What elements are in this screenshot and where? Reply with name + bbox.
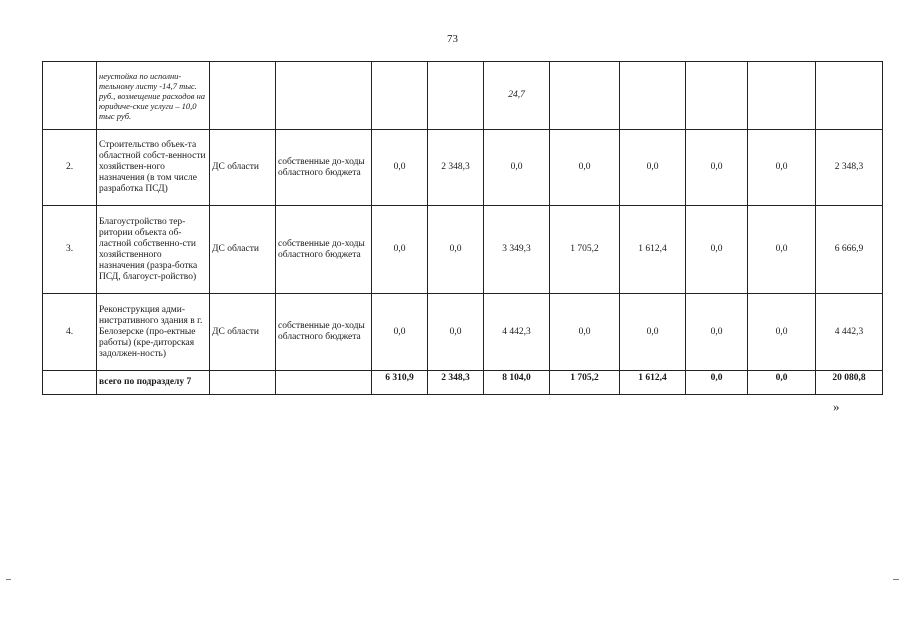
page-number: 73 [447,33,458,45]
value-cell: 0,0 [372,206,428,294]
total-value-cell: 0,0 [686,371,748,395]
value-cell: 0,0 [686,206,748,294]
budget-table [42,61,883,395]
value-cell: 4 442,3 [484,294,550,371]
value-cell [620,62,686,130]
total-value-cell: 6 310,9 [372,371,428,395]
table-row [43,206,883,294]
row-source: собственные до-ходы областного бюджета [276,294,372,371]
value-cell: 0,0 [620,294,686,371]
value-cell: 0,0 [550,130,620,206]
value-cell: 0,0 [748,130,816,206]
value-cell: 0,0 [686,130,748,206]
total-value-cell: 2 348,3 [428,371,484,395]
value-cell: 2 348,3 [428,130,484,206]
table-row [43,130,883,206]
row-executor [210,62,276,130]
total-row [43,371,883,395]
total-value-cell: 0,0 [748,371,816,395]
total-value-cell: 1 612,4 [620,371,686,395]
total-source-cell [276,371,372,395]
value-cell: 24,7 [484,62,550,130]
value-cell [816,62,883,130]
value-cell: 1 612,4 [620,206,686,294]
value-cell [686,62,748,130]
value-cell: 1 705,2 [550,206,620,294]
row-number: 2. [43,130,97,206]
value-cell: 0,0 [686,294,748,371]
row-source: собственные до-ходы областного бюджета [276,206,372,294]
value-cell [748,62,816,130]
row-name: Строительство объек-та областной собст-венности хозяйствен-ного назначения (в том числе разработка ПСД) [97,130,210,206]
value-cell: 3 349,3 [484,206,550,294]
value-cell: 0,0 [748,206,816,294]
value-cell: 0,0 [550,294,620,371]
value-cell: 4 442,3 [816,294,883,371]
table-row [43,294,883,371]
total-value-cell: 20 080,8 [816,371,883,395]
value-cell [372,62,428,130]
total-value-cell: 1 705,2 [550,371,620,395]
total-value-cell: 8 104,0 [484,371,550,395]
value-cell: 0,0 [372,130,428,206]
total-executor-cell [210,371,276,395]
row-executor: ДС области [210,294,276,371]
row-number: 3. [43,206,97,294]
value-cell: 0,0 [620,130,686,206]
row-number: 4. [43,294,97,371]
row-name: неустойка по исполни-тельному листу -14,7 тыс. руб., возмещение расходов на юридиче-ские услуги – 10,0 тыс руб. [97,62,210,130]
value-cell: 0,0 [484,130,550,206]
value-cell [550,62,620,130]
row-name: Благоустройство тер-ритории объекта об-ластной собственно-сти хозяйственного назначения (разра-ботка ПСД, благоуст-ройство) [97,206,210,294]
value-cell: 0,0 [372,294,428,371]
row-executor: ДС области [210,206,276,294]
value-cell: 6 666,9 [816,206,883,294]
row-source [276,62,372,130]
total-label: всего по подразделу 7 [97,371,210,395]
value-cell: 0,0 [428,294,484,371]
row-executor: ДС области [210,130,276,206]
total-number-cell [43,371,97,395]
closing-quote: » [833,399,840,414]
row-number [43,62,97,130]
row-name: Реконструкция адми-нистративного здания в г. Белозерске (про-ектные работы) (кре-диторская задолжен-ность) [97,294,210,371]
value-cell: 2 348,3 [816,130,883,206]
row-source: собственные до-ходы областного бюджета [276,130,372,206]
scan-edge-mark-left [6,579,11,580]
value-cell: 0,0 [428,206,484,294]
scan-edge-mark-right [893,579,899,580]
table-row [43,62,883,130]
value-cell [428,62,484,130]
value-cell: 0,0 [748,294,816,371]
